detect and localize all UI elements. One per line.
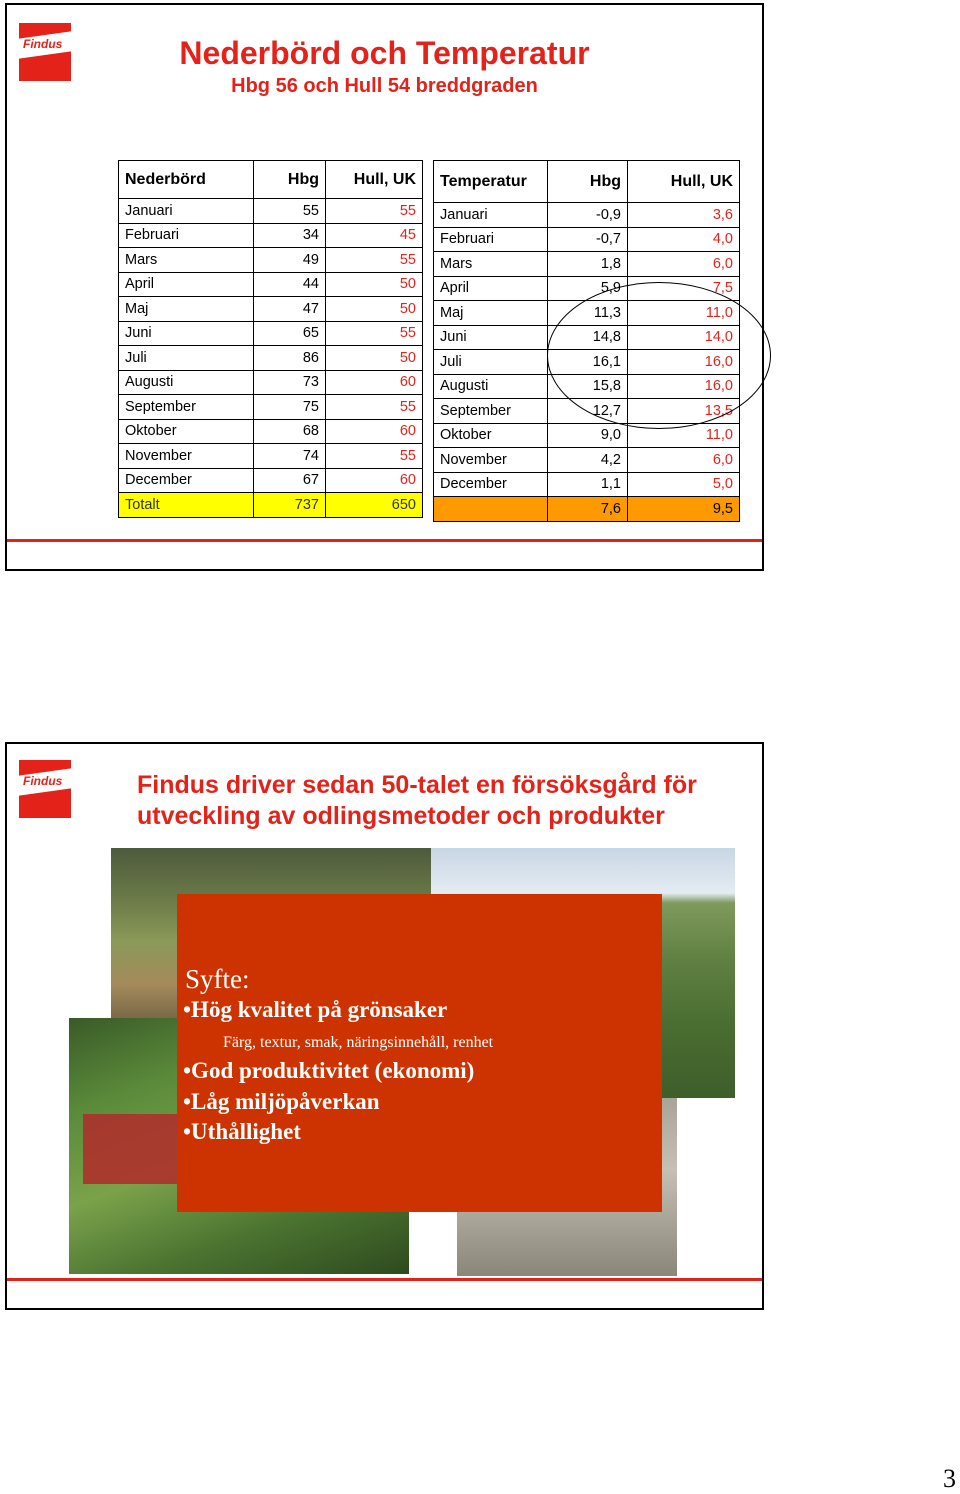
table-cell: 60 (326, 419, 423, 444)
table-cell: -0,9 (548, 203, 628, 228)
title-line: Findus driver sedan 50-talet en försöksgård för (137, 771, 697, 799)
table-cell: 74 (254, 444, 326, 469)
table-cell: -0,7 (548, 227, 628, 252)
total-cell: 9,5 (628, 497, 740, 522)
table-cell: September (119, 395, 254, 420)
table-cell: 73 (254, 370, 326, 395)
table-cell: Augusti (119, 370, 254, 395)
total-cell: 7,6 (548, 497, 628, 522)
table-cell: Juli (119, 346, 254, 371)
column-header: Temperatur (434, 161, 548, 203)
table-cell: 55 (326, 395, 423, 420)
table-row (119, 248, 423, 273)
table-cell: 65 (254, 321, 326, 346)
sub-item: Färg, textur, smak, näringsinnehåll, renhet (223, 1034, 494, 1051)
table-cell: Augusti (434, 374, 548, 399)
column-header: Hbg (548, 161, 628, 203)
title-line: utveckling av odlingsmetoder och produkter (137, 802, 665, 830)
table-cell: 47 (254, 297, 326, 322)
table-cell: April (119, 272, 254, 297)
table-row (119, 346, 423, 371)
table-cell: 14,8 (548, 325, 628, 350)
table-cell: 13,5 (628, 399, 740, 424)
table-cell: 6,0 (628, 252, 740, 277)
table-cell: 55 (326, 199, 423, 224)
table-row (434, 448, 740, 473)
table-header-row (434, 161, 740, 203)
table-cell: 12,7 (548, 399, 628, 424)
table-cell: 55 (254, 199, 326, 224)
table-cell: 55 (326, 321, 423, 346)
table-cell: 45 (326, 223, 423, 248)
table-row (119, 444, 423, 469)
table-cell: April (434, 276, 548, 301)
table-cell: 55 (326, 248, 423, 273)
table-row (434, 227, 740, 252)
table-row (119, 272, 423, 297)
table-cell: 11,0 (628, 301, 740, 326)
slide-subtitle: Hbg 56 och Hull 54 breddgraden (231, 75, 538, 97)
table-cell: 55 (326, 444, 423, 469)
table-cell: 60 (326, 370, 423, 395)
bullet-item: •Hög kvalitet på grönsaker (183, 997, 448, 1022)
table-cell: 75 (254, 395, 326, 420)
table-cell: Januari (119, 199, 254, 224)
table-cell: September (434, 399, 548, 424)
page-number: 3 (943, 1464, 956, 1493)
table-row (119, 419, 423, 444)
table-cell: 16,0 (628, 350, 740, 375)
table-cell: 3,6 (628, 203, 740, 228)
table-cell: November (119, 444, 254, 469)
table-cell: 15,8 (548, 374, 628, 399)
total-row (434, 497, 740, 522)
table-row (119, 468, 423, 493)
column-header: Hbg (254, 161, 326, 199)
column-header: Nederbörd (119, 161, 254, 199)
table-cell: 16,1 (548, 350, 628, 375)
table-cell: 4,2 (548, 448, 628, 473)
table-cell: Januari (434, 203, 548, 228)
highlight-ellipse (547, 282, 771, 429)
table-row (434, 423, 740, 448)
table-cell: 1,1 (548, 472, 628, 497)
table-cell: Oktober (119, 419, 254, 444)
table-cell: 6,0 (628, 448, 740, 473)
table-row (119, 321, 423, 346)
slide-title: Nederbörd och Temperatur (179, 35, 590, 71)
table-row (119, 370, 423, 395)
slide-divider (7, 1278, 762, 1281)
purpose-box (177, 894, 662, 1212)
total-cell: 650 (326, 493, 423, 518)
table-cell: Februari (434, 227, 548, 252)
table-cell: December (119, 468, 254, 493)
bullet-item: •Låg miljöpåverkan (183, 1089, 380, 1114)
total-cell: 737 (254, 493, 326, 518)
table-cell: 4,0 (628, 227, 740, 252)
total-cell: Totalt (119, 493, 254, 518)
table-cell: 5,9 (548, 276, 628, 301)
table-row (434, 252, 740, 277)
table-cell: Oktober (434, 423, 548, 448)
table-row (434, 472, 740, 497)
table-cell: December (434, 472, 548, 497)
bullet-item: •God produktivitet (ekonomi) (183, 1058, 475, 1083)
table-cell: 34 (254, 223, 326, 248)
table-cell: 16,0 (628, 374, 740, 399)
table-cell: Maj (119, 297, 254, 322)
table-row (119, 297, 423, 322)
table-cell: Mars (434, 252, 548, 277)
table-cell: Maj (434, 301, 548, 326)
table-cell: 60 (326, 468, 423, 493)
table-cell: Mars (119, 248, 254, 273)
total-cell (434, 497, 548, 522)
table-cell: 14,0 (628, 325, 740, 350)
slide-title (137, 770, 697, 832)
findus-logo: Findus (19, 760, 71, 818)
table-cell: 49 (254, 248, 326, 273)
table-cell: 50 (326, 346, 423, 371)
column-header: Hull, UK (628, 161, 740, 203)
table-cell: 5,0 (628, 472, 740, 497)
slide-precipitation-temperature (5, 3, 764, 571)
table-cell: Februari (119, 223, 254, 248)
table-row (119, 223, 423, 248)
total-row (119, 493, 423, 518)
table-cell: 7,5 (628, 276, 740, 301)
table-row (119, 199, 423, 224)
table-cell: 86 (254, 346, 326, 371)
box-heading: Syfte: (185, 964, 250, 994)
table-cell: 11,3 (548, 301, 628, 326)
table-cell: 9,0 (548, 423, 628, 448)
table-cell: November (434, 448, 548, 473)
findus-logo: Findus (19, 23, 71, 81)
table-cell: 50 (326, 272, 423, 297)
table-row (434, 203, 740, 228)
precipitation-table (118, 160, 423, 518)
column-header: Hull, UK (326, 161, 423, 199)
table-cell: 67 (254, 468, 326, 493)
table-cell: 44 (254, 272, 326, 297)
table-cell: 11,0 (628, 423, 740, 448)
table-cell: 1,8 (548, 252, 628, 277)
bullet-item: •Uthållighet (183, 1119, 301, 1144)
table-cell: 68 (254, 419, 326, 444)
slide-divider (7, 539, 762, 542)
table-cell: 50 (326, 297, 423, 322)
table-cell: Juli (434, 350, 548, 375)
table-cell: Juni (119, 321, 254, 346)
table-row (119, 395, 423, 420)
table-cell: Juni (434, 325, 548, 350)
table-header-row (119, 161, 423, 199)
slide-test-farm (5, 742, 764, 1310)
